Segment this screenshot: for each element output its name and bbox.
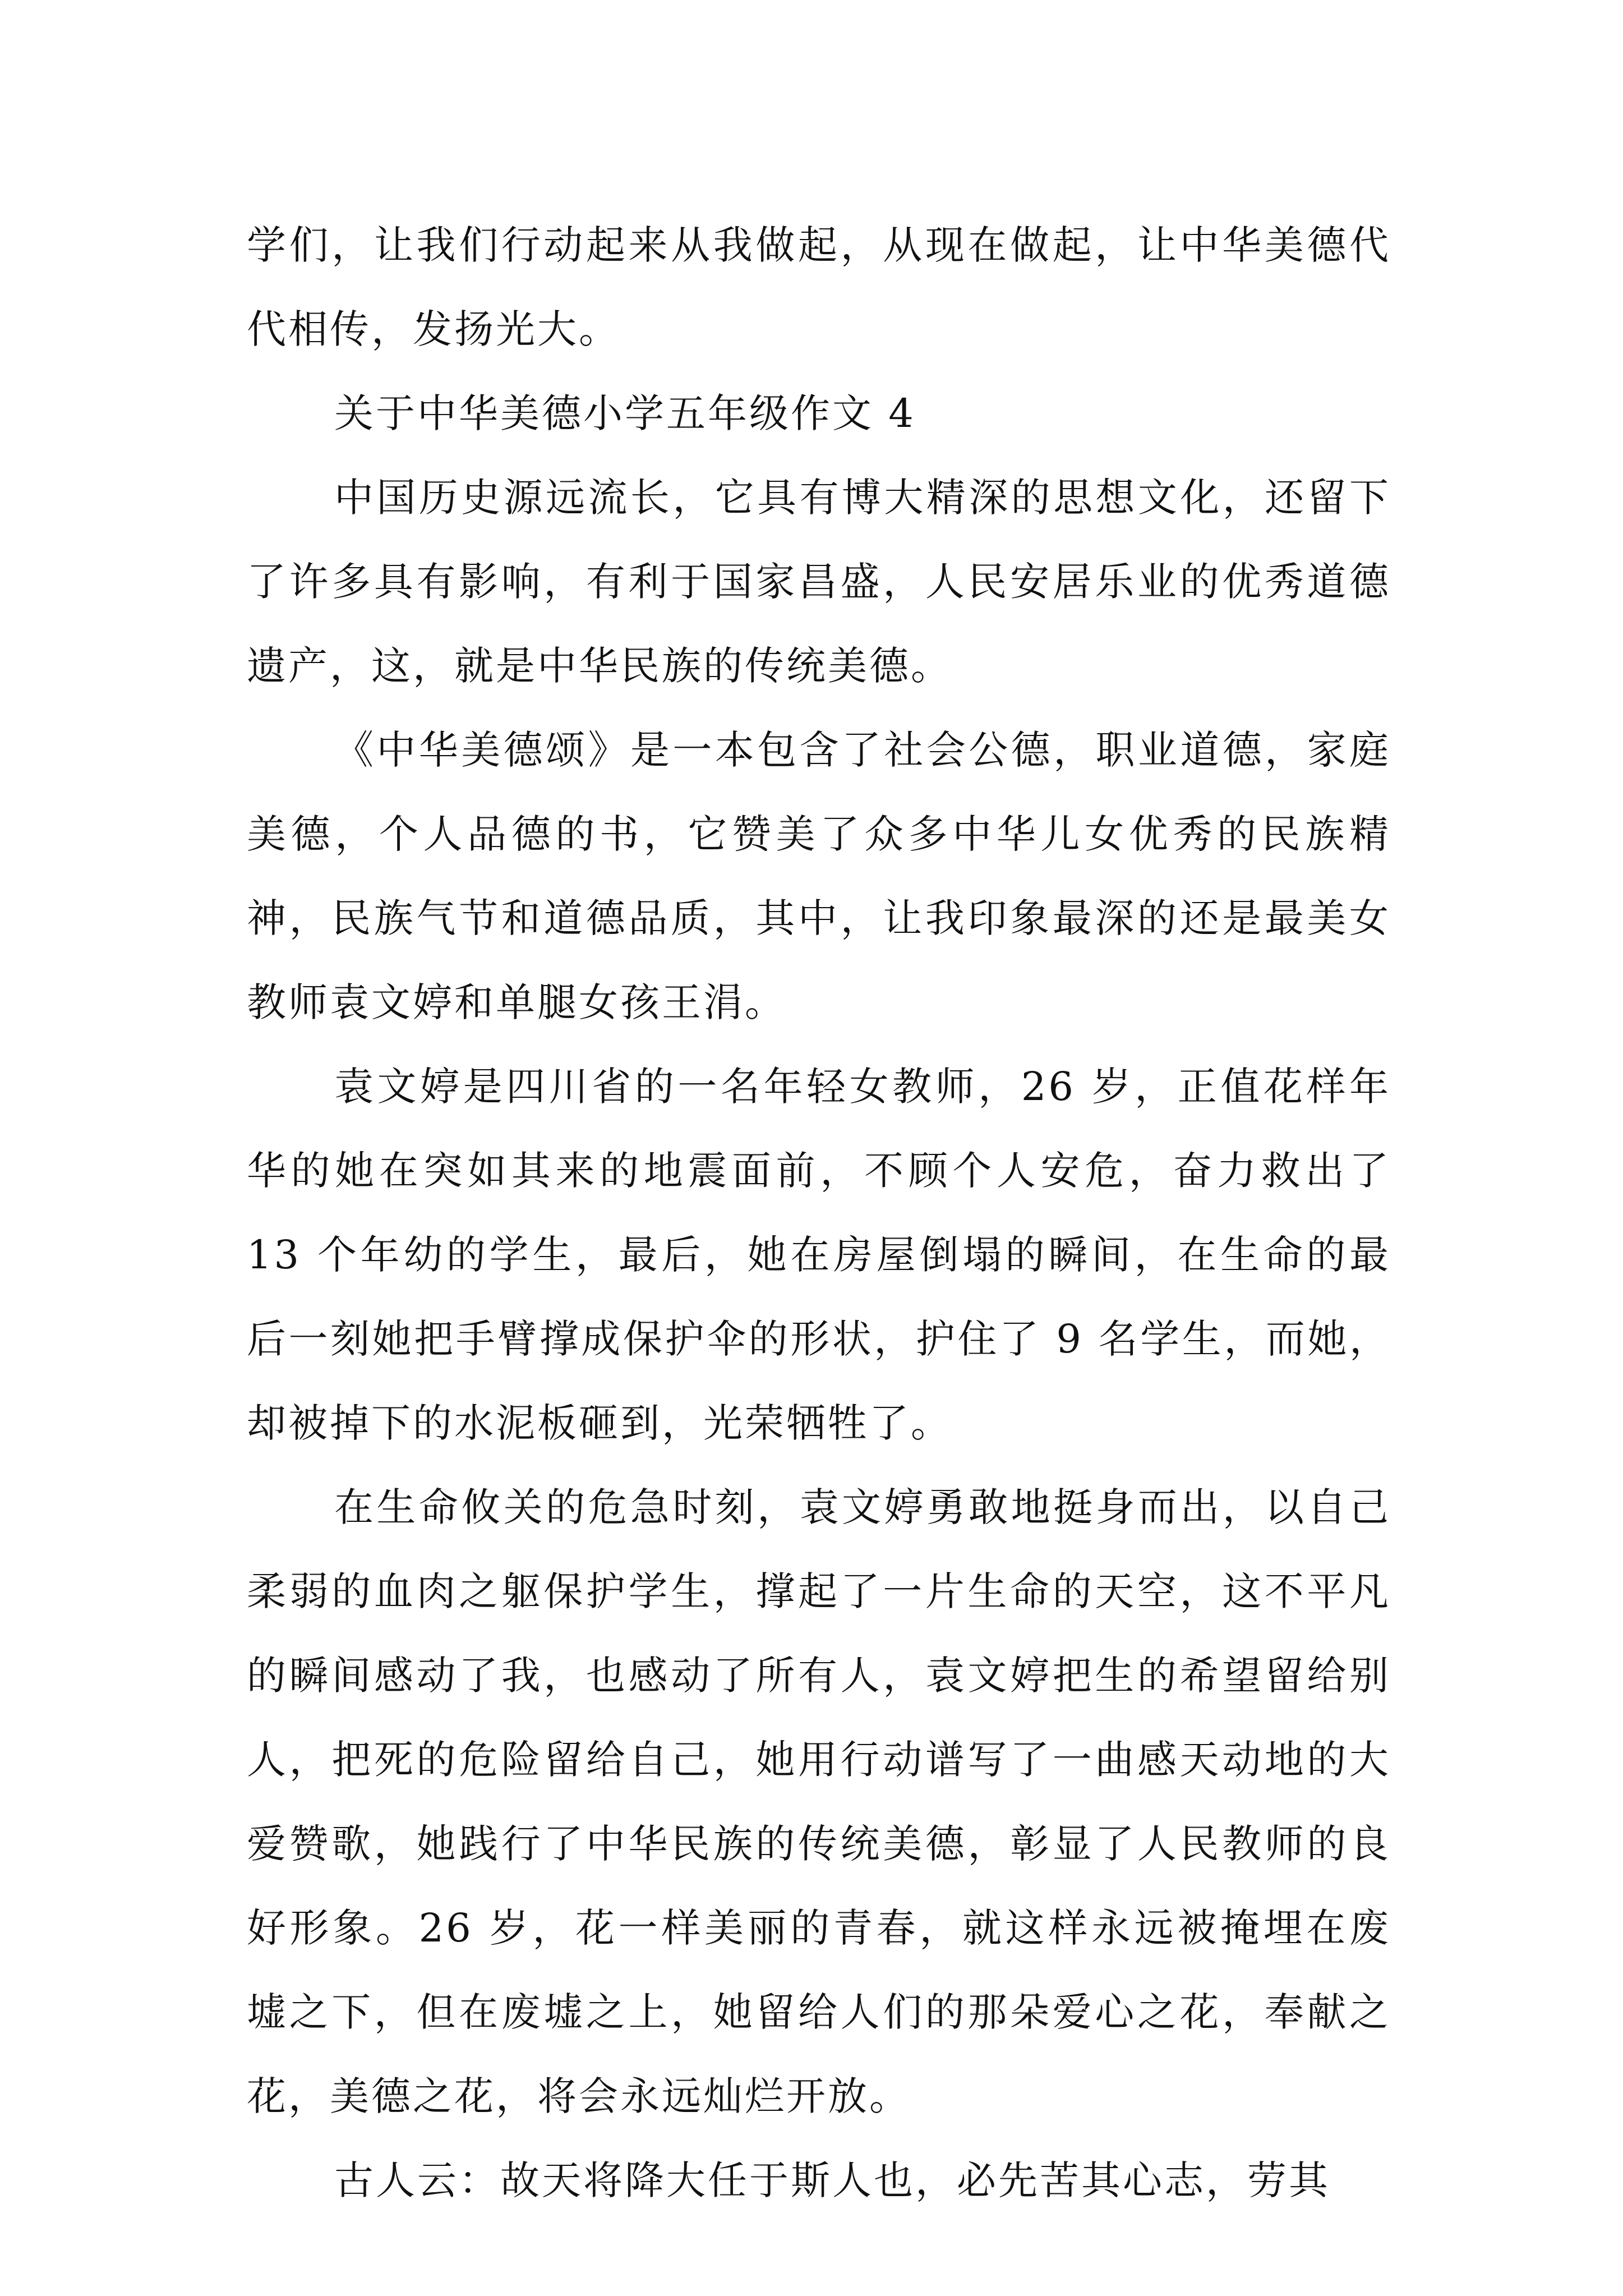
paragraph-history: 中国历史源远流长，它具有博大精深的思想文化，还留下了许多具有影响，有利于国家昌盛，人民安居乐业的优秀道德遗产，这，就是中华民族的传统美德。 (247, 475, 1391, 689)
paragraph-ancient-quote: 古人云：故天将降大任于斯人也，必先苦其心志，劳其 (334, 2157, 1330, 2203)
paragraph-book: 《中华美德颂》是一本包含了社会公德，职业道德，家庭美德，个人品德的书，它赞美了众多中华儿女优秀的民族精神，民族气节和道德品质，其中，让我印象最深的还是最美女教师袁文婷和单腿女孩王涓。 (247, 727, 1391, 1025)
document-body (247, 203, 1391, 2223)
paragraph-continuation: 学们，让我们行动起来从我做起，从现在做起，让中华美德代代相传，发扬光大。 (247, 222, 1391, 352)
paragraph-reflection: 在生命攸关的危急时刻，袁文婷勇敢地挺身而出，以自己柔弱的血肉之躯保护学生，撑起了一片生命的天空，这不平凡的瞬间感动了我，也感动了所有人，袁文婷把生的希望留给别人，把死的危险留给自己，她用行动谱写了一曲感天动地的大爱赞歌，她践行了中华民族的传统美德，彰显了人民教师的良好形象。26 岁，花一样美丽的青春，就这样永远被掩埋在废墟之下，但在废墟之上，她留给人们的那朵爱心之花，奉献之花，美德之花，将会永远灿烂开放。 (247, 1484, 1391, 2119)
paragraph-yuan-wenting: 袁文婷是四川省的一名年轻女教师，26 岁，正值花样年华的她在突如其来的地震面前，不顾个人安危，奋力救出了 13 个年幼的学生，最后，她在房屋倒塌的瞬间，在生命的最后一刻她把手臂撑成保护伞的形状，护住了 9 名学生，而她，却被掉下的水泥板砸到，光荣牺牲了。 (247, 1064, 1391, 1446)
essay-title: 关于中华美德小学五年级作文 4 (334, 390, 916, 436)
